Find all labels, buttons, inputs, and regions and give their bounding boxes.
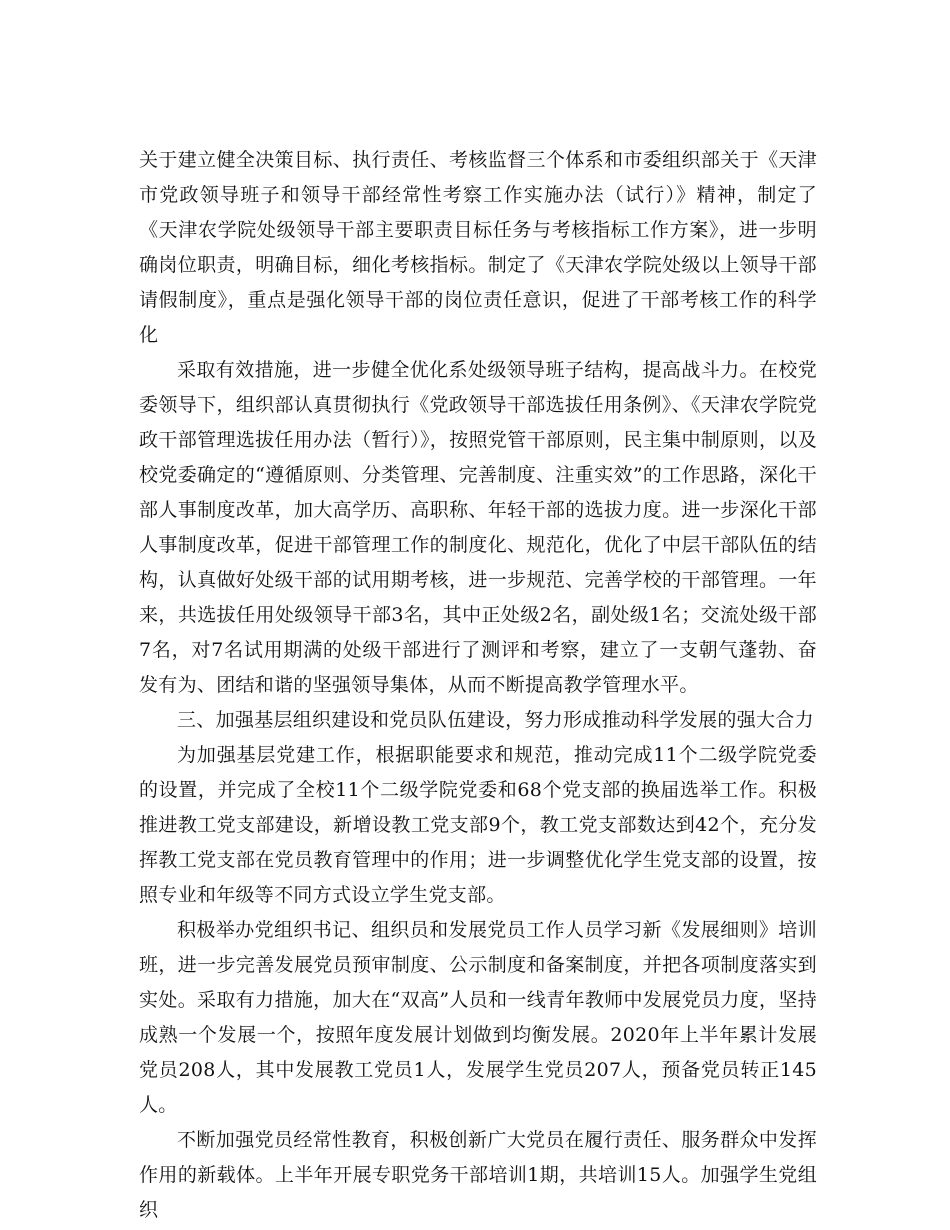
paragraph-5: 积极举办党组织书记、组织员和发展党员工作人员学习新《发展细则》培训班，进一步完善发展党员预审制度、公示制度和备案制度，并把各项制度落实到实处。采取有力措施，加大在“双高”人员和一线青年教师中发展党员力度，坚持成熟一个发展一个，按照年度发展计划做到均衡发展。2020年上半年累计发展党员208人，其中发展教工党员1人，发展学生党员207人，预备党员转正145人。 xyxy=(139,919,817,1116)
paragraph-2: 采取有效措施，进一步健全优化系处级领导班子结构，提高战斗力。在校党委领导下，组织部认真贯彻执行《党政领导干部选拔任用条例》、《天津农学院党政干部管理选拔任用办法（暂行）》，按照党管干部原则，民主集中制原则，以及校党委确定的“遵循原则、分类管理、完善制度、注重实效”的工作思路，深化干部人事制度改革，加大高学历、高职称、年轻干部的选拔力度。进一步深化干部人事制度改革，促进干部管理工作的制度化、规范化，优化了中层干部队伍的结构，认真做好处级干部的试用期考核，进一步规范、完善学校的干部管理。一年来，共选拔任用处级领导干部3名，其中正处级2名，副处级1名；交流处级干部7名，对7名试用期满的处级干部进行了测评和考察，建立了一支朝气蓬勃、奋发有为、团结和谐的坚强领导集体，从而不断提高教学管理水平。 xyxy=(139,359,817,696)
document-body xyxy=(139,143,817,1228)
paragraph-1: 关于建立健全决策目标、执行责任、考核监督三个体系和市委组织部关于《天津市党政领导班子和领导干部经常性考察工作实施办法（试行）》精神，制定了《天津农学院处级领导干部主要职责目标任务与考核指标工作方案》，进一步明确岗位职责，明确目标，细化考核指标。制定了《天津农学院处级以上领导干部请假制度》，重点是强化领导干部的岗位责任意识，促进了干部考核工作的科学化 xyxy=(139,149,817,346)
section-heading-3: 三、加强基层组织建设和党员队伍建设，努力形成推动科学发展的强大合力 xyxy=(177,709,814,731)
paragraph-6: 不断加强党员经常性教育，积极创新广大党员在履行责任、服务群众中发挥作用的新载体。上半年开展专职党务干部培训1期，共培训15人。加强学生党组织 xyxy=(139,1129,817,1221)
paragraph-4: 为加强基层党建工作，根据职能要求和规范，推动完成11个二级学院党委的设置，并完成了全校11个二级学院党委和68个党支部的换届选举工作。积极推进教工党支部建设，新增设教工党支部9个，教工党支部数达到42个，充分发挥教工党支部在党员教育管理中的作用；进一步调整优化学生党支部的设置，按照专业和年级等不同方式设立学生党支部。 xyxy=(139,744,817,906)
